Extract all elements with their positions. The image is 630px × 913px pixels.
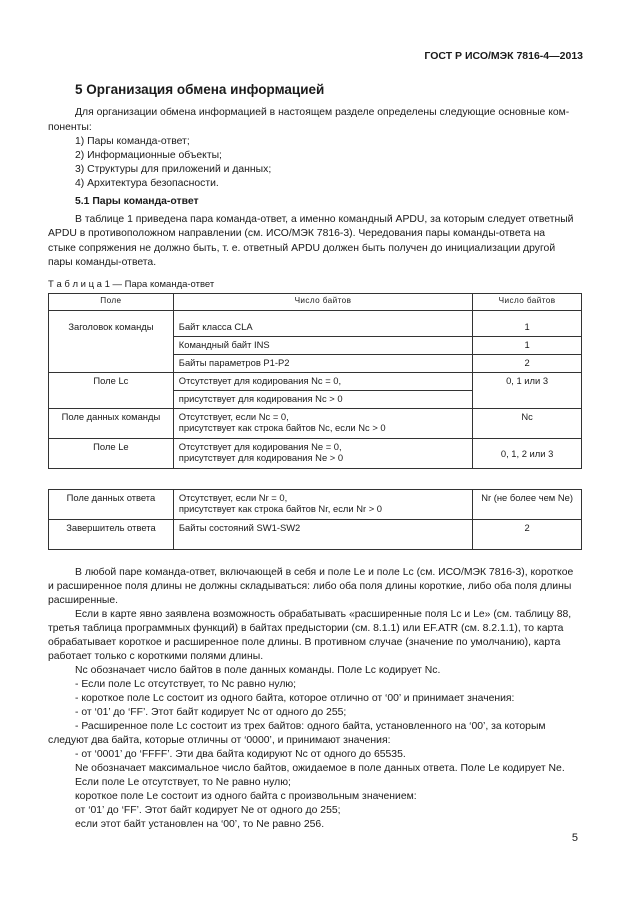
paragraph-line: Если в карте явно заявлена возможность обрабатывать «расширенные поля Lc и Le» (см. таблицу 88, (75, 609, 572, 620)
subsection-title: 5.1 Пары команда-ответ (75, 196, 199, 207)
section-title: 5 Организация обмена информацией (75, 82, 325, 97)
header-bytes-count: Число байтов (473, 294, 582, 311)
paragraph-line: третья таблица программных функций) в байтах предыстории (см. 8.1.1) или EF.ATR (см. 8.2.1.1), то карта (48, 623, 564, 634)
paragraph-line: короткое поле Le состоит из одного байта с произвольным значением: (75, 791, 417, 802)
paragraph-line: от ‘01’ до ‘FF’. Этот байт кодирует Ne от одного до 255; (75, 805, 341, 816)
desc-line: присутствует для кодирования Ne > 0 (178, 452, 344, 463)
list-item: 2) Информационные объекты; (75, 150, 222, 161)
field-cell: Завершитель ответа (49, 520, 174, 550)
header-field: Поле (49, 294, 174, 311)
list-item: 1) Пары команда-ответ; (75, 136, 190, 147)
desc-cell: Байты параметров P1-P2 (173, 355, 472, 373)
desc-line: присутствует как строка байтов Nr, если Nr > 0 (178, 503, 383, 514)
count-cell: 2 (473, 520, 582, 550)
count-cell: 1 (473, 337, 582, 355)
desc-cell (173, 490, 472, 520)
count-cell: 0, 1 или 3 (473, 373, 582, 409)
field-cell: Поле данных команды (49, 409, 174, 439)
list-item: - Расширенное поле Lc состоит из трех байтов: одного байта, установленного на ‘00’, за которым (75, 721, 546, 732)
paragraph-line: APDU в противоположном направлении (см. ИСО/МЭК 7816-3). Чередования пары команды-ответа на (48, 228, 546, 239)
paragraph-line: стыке сопряжения не должно быть, т. е. ответный APDU должен быть получен до инициализации другой (48, 243, 556, 254)
count-cell: 0, 1, 2 или 3 (473, 439, 582, 469)
desc-cell (173, 439, 472, 469)
desc-cell: Командный байт INS (173, 337, 472, 355)
header-bytes: Число байтов (173, 294, 472, 311)
desc-line: Отсутствует, если Nc = 0, (178, 411, 289, 422)
field-cell: Поле Lc (49, 373, 174, 409)
list-item: - от ‘01’ до ‘FF’. Этот байт кодирует Nc от одного до 255; (75, 707, 347, 718)
paragraph-line: Если поле Le отсутствует, то Ne равно нулю; (75, 777, 291, 788)
table-caption: Т а б л и ц а 1 — Пара команда-ответ (48, 279, 215, 290)
paragraph-line: расширенные. (48, 595, 119, 606)
count-cell: 2 (473, 355, 582, 373)
count-cell: Nc (473, 409, 582, 439)
desc-cell: присутствует для кодирования Nc > 0 (173, 391, 472, 409)
desc-cell (173, 409, 472, 439)
paragraph-line: В любой паре команда-ответ, включающей в себя и поле Le и поле Lc (см. ИСО/МЭК 7816-3), короткое (75, 567, 574, 578)
list-item: 3) Структуры для приложений и данных; (75, 164, 272, 175)
count-cell: 1 (473, 311, 582, 337)
page-number: 5 (571, 832, 578, 844)
field-cell: Заголовок команды (49, 311, 174, 373)
field-cell: Поле данных ответа (49, 490, 174, 520)
paragraph-line: обрабатывает короткое и расширенное поле длины. В противном случае (значение по умолчанию), карта (48, 637, 561, 648)
paragraph-line: В таблице 1 приведена пара команда-ответ, а именно командный APDU, за которым следует ответный (75, 214, 574, 225)
document-header: ГОСТ Р ИСО/МЭК 7816-4—2013 (424, 50, 583, 62)
desc-cell: Байты состояний SW1-SW2 (173, 520, 472, 550)
desc-cell: Отсутствует для кодирования Nc = 0, (173, 373, 472, 391)
field-cell: Поле Le (49, 439, 174, 469)
list-item: - Если поле Lc отсутствует, то Nc равно нулю; (75, 679, 297, 690)
intro-line: Для организации обмена информацией в настоящем разделе определены следующие основные ком- (75, 107, 570, 118)
paragraph-line: Ne обозначает максимальное число байтов, ожидаемое в поле данных ответа. Поле Le кодирует Ne. (75, 763, 565, 774)
desc-line: присутствует как строка байтов Nc, если Nc > 0 (178, 422, 386, 433)
command-table (48, 293, 582, 469)
response-table (48, 489, 582, 550)
list-item: - от ‘0001’ до ‘FFFF’. Эти два байта кодируют Nc от одного до 65535. (75, 749, 406, 760)
desc-cell: Байт класса CLA (173, 311, 472, 337)
paragraph-line: если этот байт установлен на ‘00’, то Ne равно 256. (75, 819, 325, 830)
desc-line: Отсутствует, если Nr = 0, (178, 492, 288, 503)
paragraph-line: Nc обозначает число байтов в поле данных команды. Поле Lc кодирует Nc. (75, 665, 441, 676)
list-item: 4) Архитектура безопасности. (75, 178, 219, 189)
list-item: - короткое поле Lc состоит из одного байта, которое отлично от ‘00’ и принимает значения: (75, 693, 515, 704)
paragraph-line: работает только с короткими полями длины. (48, 651, 264, 662)
paragraph-line: следуют два байта, которые отличны от ‘0000’, и принимают значения: (48, 735, 391, 746)
count-cell: Nr (не более чем Ne) (473, 490, 582, 520)
paragraph-line: и расширенное поля длины не должны складываться: либо оба поля длины короткие, либо оба поля длины (48, 581, 572, 592)
paragraph-line: пары команды-ответа. (48, 257, 157, 268)
intro-line: поненты: (48, 122, 92, 133)
desc-line: Отсутствует для кодирования Ne = 0, (178, 441, 342, 452)
